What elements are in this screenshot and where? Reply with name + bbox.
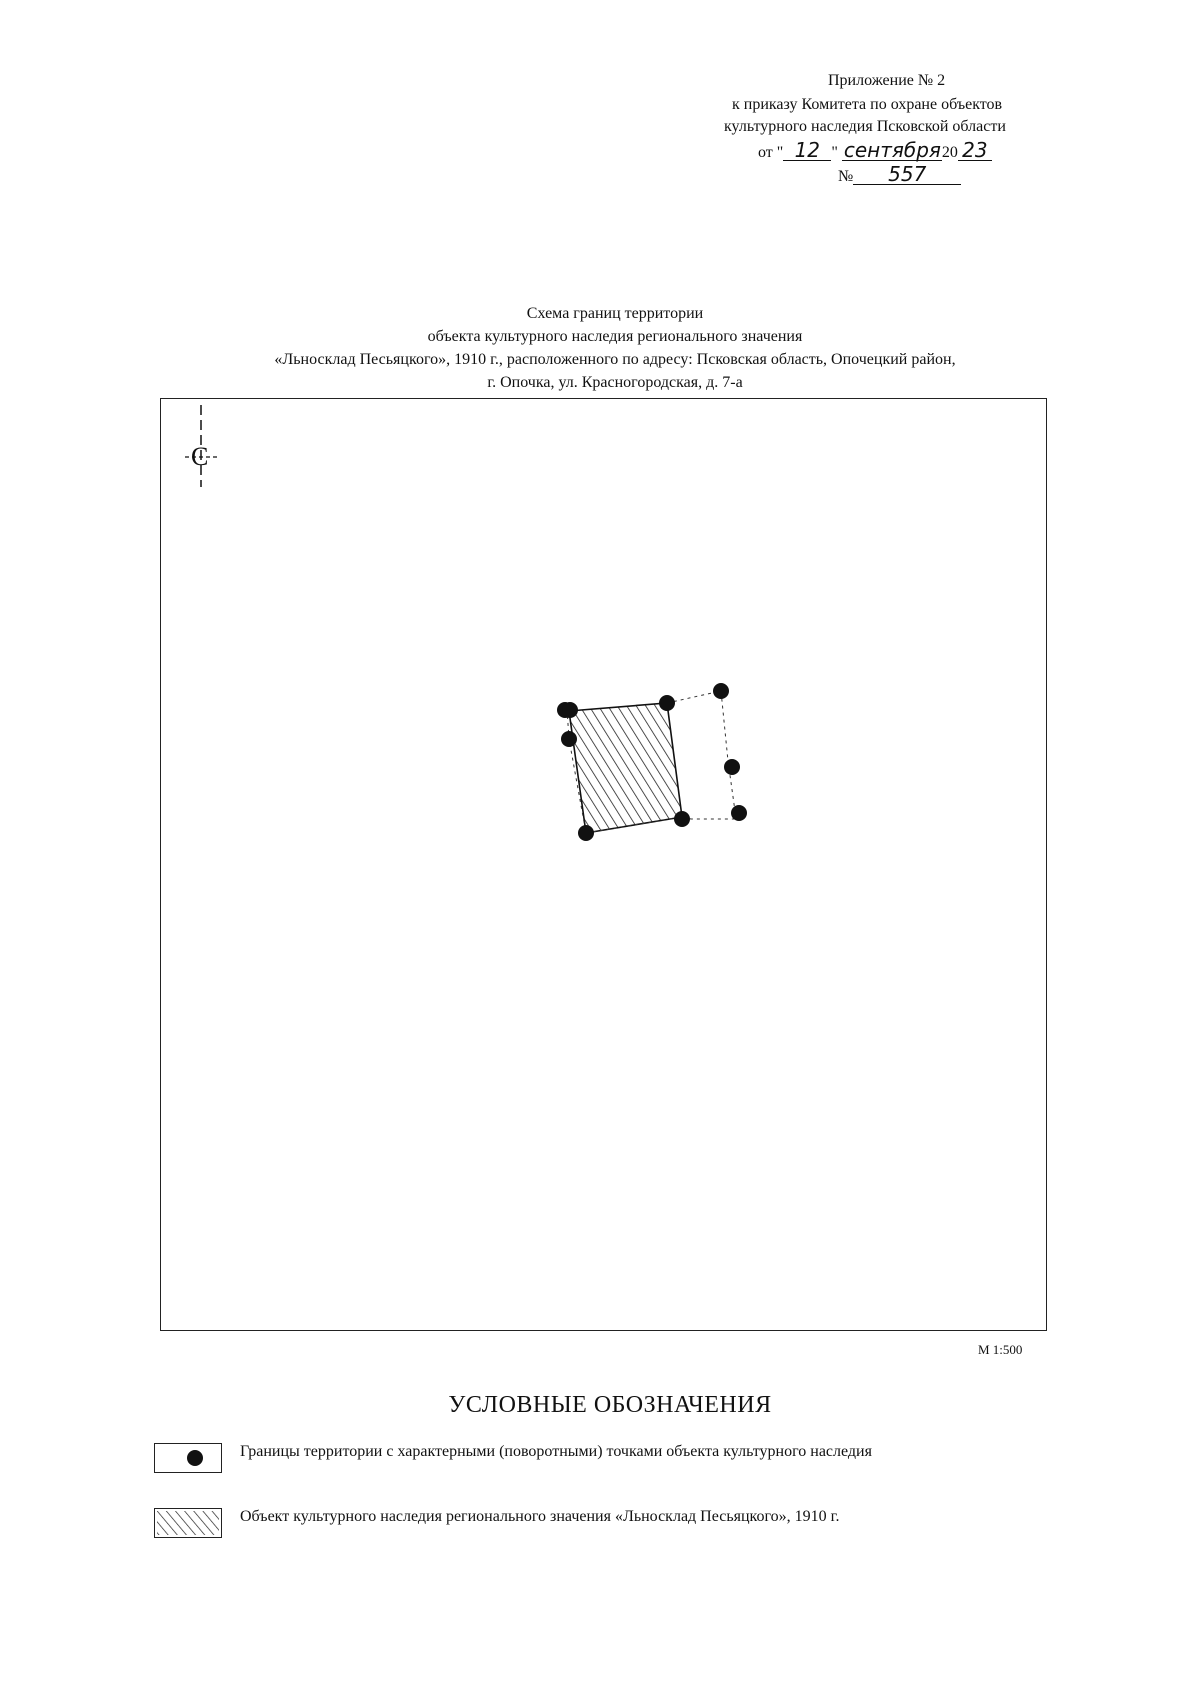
map-scale: М 1:500 (978, 1342, 1023, 1357)
heritage-object-hatched (569, 703, 682, 833)
order-number-handwritten: 557 (853, 164, 961, 185)
title-line-2: объекта культурного наследия регионального значения (427, 328, 803, 345)
date-day-handwritten: 12 (783, 140, 831, 161)
boundary-point (731, 805, 747, 821)
title-line-1: Схема границ территории (526, 305, 704, 322)
boundary-point (674, 811, 690, 827)
date-century: 20 (941, 144, 958, 161)
map-frame (160, 398, 1047, 1331)
title-line-4: г. Опочка, ул. Красногородская, д. 7-а (487, 374, 743, 391)
order-number-line (838, 164, 961, 187)
boundary-point (659, 695, 675, 711)
committee-name-line: культурного наследия Псковской области (724, 118, 1006, 135)
appendix-label: Приложение № 2 (828, 72, 946, 89)
boundary-point (713, 683, 729, 699)
legend-title: УСЛОВНЫЕ ОБОЗНАЧЕНИЯ (448, 1392, 772, 1418)
order-date-line (758, 140, 992, 163)
date-quote: " (831, 144, 838, 161)
date-prefix: от " (758, 144, 784, 161)
north-arrow-label: С (191, 442, 209, 471)
scheme-title (140, 302, 1090, 394)
boundary-point-icon (154, 1443, 222, 1473)
order-reference-line: к приказу Комитета по охране объектов (732, 96, 1003, 113)
boundary-point (562, 702, 578, 718)
north-arrow-icon (185, 405, 217, 487)
hatched-object-icon (154, 1508, 222, 1538)
boundary-point (561, 731, 577, 747)
number-label: № (838, 168, 854, 185)
title-line-3: «Льносклад Песьяцкого», 1910 г., расположенного по адресу: Псковская область, Опочецкий район, (274, 351, 956, 368)
boundary-point (724, 759, 740, 775)
date-month-handwritten: сентября (843, 138, 941, 162)
legend-item-text: Границы территории с характерными (поворотными) точками объекта культурного наследия (240, 1443, 872, 1460)
boundary-map (161, 399, 1045, 1329)
boundary-point (578, 825, 594, 841)
legend-item-text: Объект культурного наследия регионального значения «Льносклад Песьяцкого», 1910 г. (240, 1508, 840, 1525)
date-year-handwritten: 23 (958, 140, 992, 161)
